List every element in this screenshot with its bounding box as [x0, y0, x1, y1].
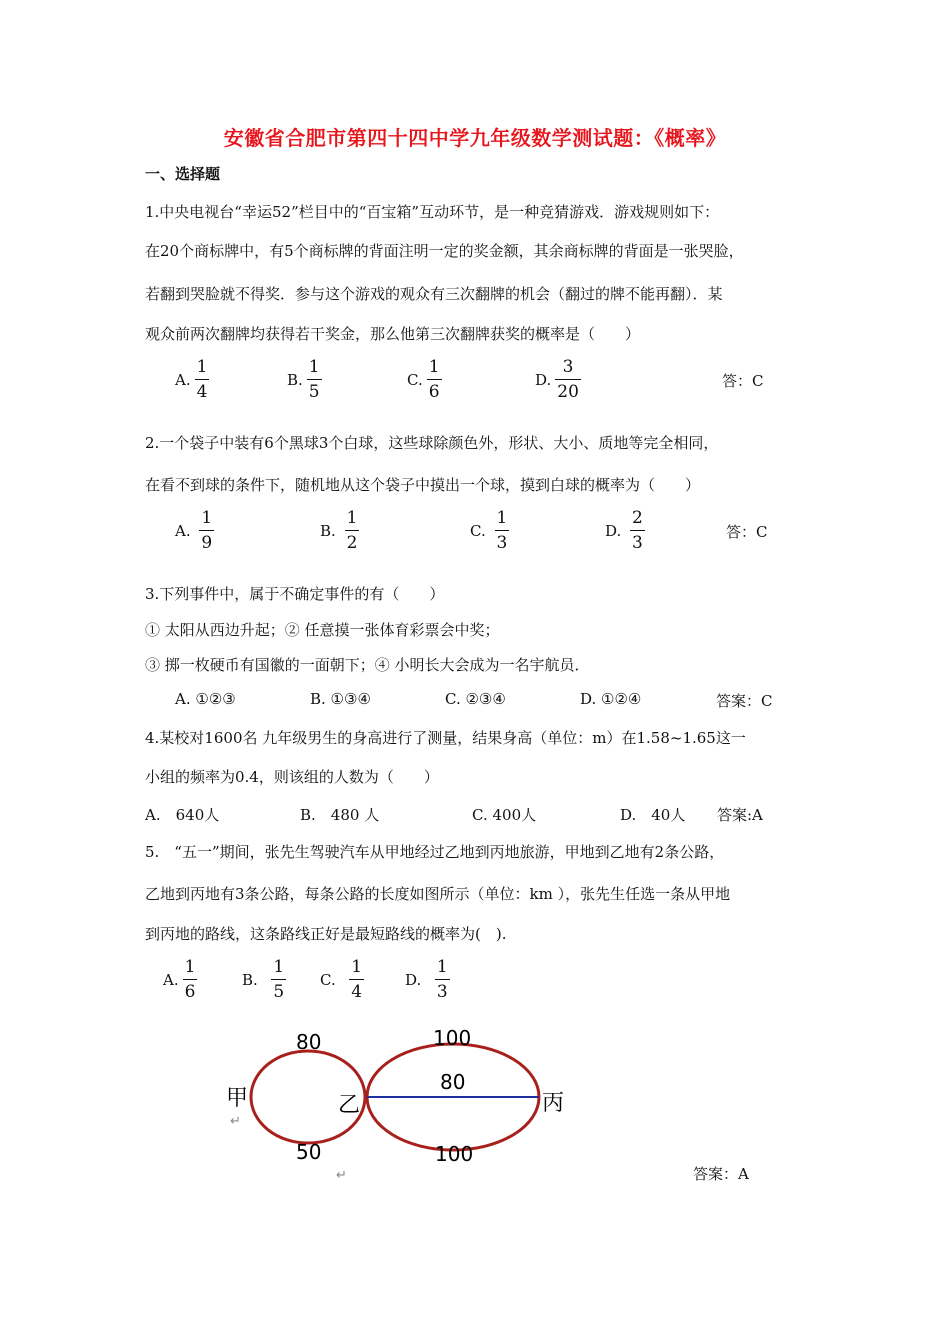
return-mark-icon: ↵ [230, 1114, 241, 1129]
q2-option-d: D. $\frac{2}{3}$ [605, 508, 643, 553]
q2-option-a: A. $\frac{1}{9}$ [175, 508, 213, 553]
q2-option-b: B. $\frac{1}{2}$ [320, 508, 358, 553]
road-diagram [220, 1015, 580, 1190]
q1-line-4: 观众前两次翻牌均获得若干奖金，那么他第三次翻牌获奖的概率是（ ） [145, 325, 641, 343]
q2-option-c: C. $\frac{1}{3}$ [470, 508, 508, 553]
q1-option-a: A. $\frac{1}{4}$ [175, 357, 208, 402]
q2-line-2: 在看不到球的条件下，随机地从这个袋子中摸出一个球，摸到白球的概率为（ ） [145, 476, 701, 494]
q3-line-3: ③ 掷一枚硬币有国徽的一面朝下；④ 小明长大会成为一名宇航员． [145, 656, 590, 674]
q3-option-b: B. ①③④ [310, 690, 371, 708]
right-middle-distance: 80 [440, 1070, 466, 1094]
q5-answer: 答案：A [693, 1165, 749, 1183]
q1-option-c: C. $\frac{1}{6}$ [407, 357, 440, 402]
left-bottom-distance: 50 [296, 1140, 322, 1164]
q5-line-2: 乙地到丙地有3条公路，每条公路的长度如图所示（单位：km ），张先生任选一条从甲地 [145, 885, 731, 903]
return-mark-icon: ↵ [336, 1168, 347, 1183]
left-top-distance: 80 [296, 1030, 322, 1054]
q4-option-c: C. 400人 [472, 806, 537, 824]
q4-option-b: B. 480 人 [300, 806, 380, 824]
q3-answer: 答案：C [716, 692, 773, 710]
right-bottom-distance: 100 [435, 1142, 474, 1166]
q4-option-d: D. 40人 [620, 806, 686, 824]
q4-answer: 答案:A [717, 806, 763, 824]
q5-line-3: 到丙地的路线，这条路线正好是最短路线的概率为( ). [145, 925, 507, 943]
q5-option-b: B. $\frac{1}{5}$ [242, 957, 285, 1002]
q1-line-2: 在20个商标牌中，有5个商标牌的背面注明一定的奖金额，其余商标牌的背面是一张哭脸， [145, 242, 744, 260]
place-yi-label: 乙 [338, 1093, 361, 1118]
q5-option-c: C. $\frac{1}{4}$ [320, 957, 363, 1002]
place-jia-label: 甲 [226, 1086, 249, 1111]
q3-line-1: 3.下列事件中，属于不确定事件的有（ ） [145, 585, 445, 603]
page-title: 安徽省合肥市第四十四中学九年级数学测试题：《概率》 [223, 126, 727, 150]
q1-answer: 答：C [722, 372, 764, 390]
q2-line-1: 2.一个袋子中装有6个黑球3个白球，这些球除颜色外，形状、大小、质地等完全相同， [145, 434, 719, 452]
q5-option-a: A. $\frac{1}{6}$ [163, 957, 196, 1002]
q1-option-d: D. $\frac{3}{20}$ [535, 357, 579, 402]
q3-option-d: D. ①②④ [580, 690, 642, 708]
place-bing-label: 丙 [542, 1091, 565, 1116]
q4-option-a: A. 640人 [145, 806, 220, 824]
q3-option-a: A. ①②③ [175, 690, 236, 708]
q5-option-d: D. $\frac{1}{3}$ [405, 957, 448, 1002]
right-top-distance: 100 [433, 1026, 472, 1050]
q4-line-1: 4.某校对1600名 九年级男生的身高进行了测量，结果身高（单位：m）在1.58~1.65这一 [145, 729, 746, 747]
q5-line-1: 5. “五一”期间，张先生驾驶汽车从甲地经过乙地到丙地旅游，甲地到乙地有2条公路， [145, 843, 725, 861]
q3-option-c: C. ②③④ [445, 690, 506, 708]
q1-line-1: 1.中央电视台“幸运52”栏目中的“百宝箱”互动环节，是一种竞猜游戏．游戏规则如下： [145, 203, 720, 221]
section-heading: 一、选择题 [145, 165, 221, 183]
q4-line-2: 小组的频率为0.4，则该组的人数为（ ） [145, 768, 439, 786]
q3-line-2: ① 太阳从西边升起；② 任意摸一张体育彩票会中奖； [145, 621, 500, 639]
q2-answer: 答：C [726, 523, 768, 541]
q1-option-b: B. $\frac{1}{5}$ [287, 357, 320, 402]
q1-line-3: 若翻到哭脸就不得奖．参与这个游戏的观众有三次翻牌的机会（翻过的牌不能再翻）．某 [145, 285, 723, 303]
